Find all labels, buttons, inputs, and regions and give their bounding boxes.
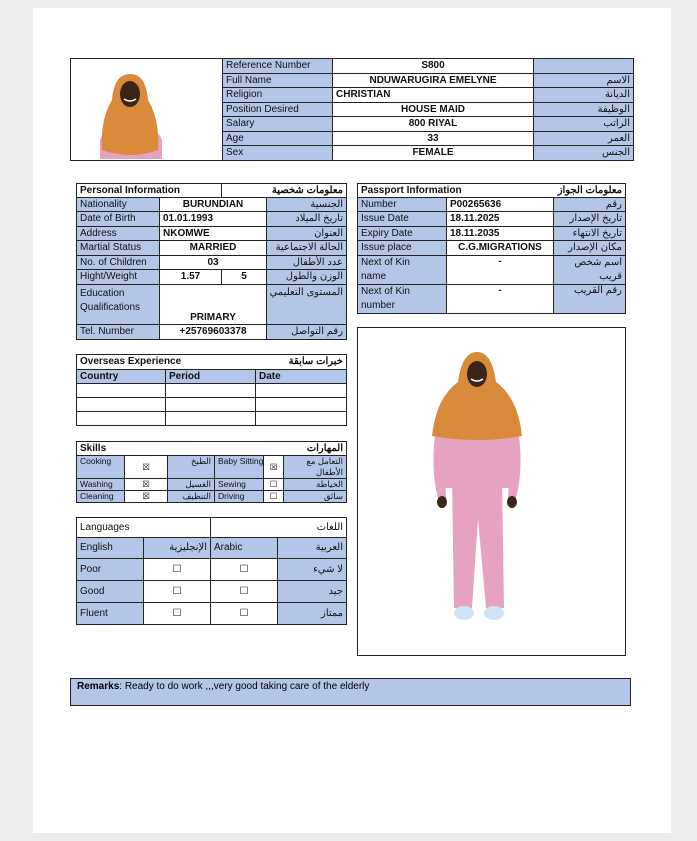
children-ar: عدد الأطفال bbox=[267, 256, 347, 270]
table-cell bbox=[166, 412, 256, 426]
age-ar: العمر bbox=[534, 132, 634, 146]
arabic-label: Arabic bbox=[211, 538, 278, 559]
marital-value: MARRIED bbox=[160, 241, 267, 256]
tel-label: Tel. Number bbox=[77, 325, 160, 340]
position-label: Position Desired bbox=[223, 103, 333, 117]
kin-name-ar-line2: قريب bbox=[599, 271, 622, 282]
languages-table bbox=[76, 517, 347, 625]
kin-name-ar bbox=[554, 256, 626, 285]
salary-ar: الراتب bbox=[534, 117, 634, 132]
expiry-date-value: 18.11.2035 bbox=[447, 227, 554, 241]
address-label: Address bbox=[77, 227, 160, 241]
ref-value: S800 bbox=[333, 59, 534, 74]
table-cell bbox=[166, 398, 256, 412]
age-value: 33 bbox=[333, 132, 534, 146]
height-value: 1.57 bbox=[160, 270, 222, 285]
level-fluent-arabic-check[interactable]: ☐ bbox=[211, 603, 278, 625]
dob-label: Date of Birth bbox=[77, 212, 160, 227]
passport-number-value: P00265636 bbox=[447, 198, 554, 212]
marital-label: Martial Status bbox=[77, 241, 160, 256]
dob-value: 01.01.1993 bbox=[160, 212, 267, 227]
dob-ar: تاريخ الميلاد bbox=[267, 212, 347, 227]
address-value: NKOMWE bbox=[160, 227, 267, 241]
table-cell bbox=[256, 384, 347, 398]
profile-photo-full bbox=[357, 327, 626, 656]
table-cell bbox=[256, 398, 347, 412]
fullname-label: Full Name bbox=[223, 74, 333, 88]
personal-title-ar: معلومات شخصية bbox=[222, 184, 347, 198]
table-cell bbox=[77, 398, 166, 412]
overseas-title: Overseas Experience bbox=[77, 355, 256, 370]
sex-value: FEMALE bbox=[333, 146, 534, 161]
passport-title: Passport Information bbox=[358, 184, 447, 198]
overseas-title-ar: خبرات سابقة bbox=[256, 355, 347, 370]
level-fluent-label: Fluent bbox=[77, 603, 144, 625]
level-poor-ar: لا شيء bbox=[278, 559, 347, 581]
kin-number-label-line1: Next of Kin bbox=[361, 286, 410, 297]
level-good-arabic-check[interactable]: ☐ bbox=[211, 581, 278, 603]
religion-label: Religion bbox=[223, 88, 333, 103]
kin-name-label-line1: Next of Kin bbox=[361, 257, 410, 268]
table-cell bbox=[77, 412, 166, 426]
passport-title-ar: معلومات الجواز bbox=[447, 184, 626, 198]
col-date: Date bbox=[256, 370, 347, 384]
english-label: English bbox=[77, 538, 144, 559]
skill-cleaning-ar: التنظيف bbox=[168, 491, 215, 503]
skill-cooking-label: Cooking bbox=[77, 456, 125, 479]
level-poor-english-check[interactable]: ☐ bbox=[144, 559, 211, 581]
passport-number-label: Number bbox=[358, 198, 447, 212]
hw-label: Hight/Weight bbox=[77, 270, 160, 285]
header-table bbox=[70, 58, 634, 161]
skill-washing-label: Washing bbox=[77, 479, 125, 491]
education-label bbox=[77, 285, 160, 325]
kin-name-label bbox=[358, 256, 447, 285]
fullname-value: NDUWARUGIRA EMELYNE bbox=[333, 74, 534, 88]
skill-sewing-label: Sewing bbox=[215, 479, 264, 491]
level-fluent-english-check[interactable]: ☐ bbox=[144, 603, 211, 625]
nationality-value: BURUNDIAN bbox=[160, 198, 267, 212]
skill-cooking-check[interactable]: ☒ bbox=[125, 456, 168, 479]
children-label: No. of Children bbox=[77, 256, 160, 270]
ref-ar bbox=[534, 59, 634, 74]
salary-value: 800 RIYAL bbox=[333, 117, 534, 132]
skill-driving-label: Driving bbox=[215, 491, 264, 503]
col-country: Country bbox=[77, 370, 166, 384]
level-poor-label: Poor bbox=[77, 559, 144, 581]
table-cell bbox=[77, 384, 166, 398]
education-value: PRIMARY bbox=[160, 285, 267, 325]
issue-date-value: 18.11.2025 bbox=[447, 212, 554, 227]
kin-number-value: - bbox=[447, 285, 554, 314]
table-cell bbox=[256, 412, 347, 426]
children-value: 03 bbox=[160, 256, 267, 270]
hw-ar: الوزن والطول bbox=[267, 270, 347, 285]
religion-ar: الديانة bbox=[534, 88, 634, 103]
overseas-table bbox=[76, 354, 347, 426]
expiry-date-ar: تاريخ الانتهاء bbox=[554, 227, 626, 241]
issue-date-label: Issue Date bbox=[358, 212, 447, 227]
marital-ar: الحالة الاجتماعية bbox=[267, 241, 347, 256]
tel-ar: رقم التواصل bbox=[267, 325, 347, 340]
english-ar: الإنجليزية bbox=[144, 538, 211, 559]
level-good-english-check[interactable]: ☐ bbox=[144, 581, 211, 603]
sex-label: Sex bbox=[223, 146, 333, 161]
ref-label: Reference Number bbox=[223, 59, 333, 74]
skills-table bbox=[76, 441, 347, 503]
remarks-box bbox=[70, 678, 631, 706]
issue-date-ar: تاريخ الإصدار bbox=[554, 212, 626, 227]
languages-title: Languages bbox=[77, 518, 211, 538]
kin-number-ar: رقم القريب bbox=[554, 285, 626, 314]
personal-info-table bbox=[76, 183, 347, 340]
remarks-text: : Ready to do work ,,,very good taking care of the elderly bbox=[119, 681, 370, 692]
col-period: Period bbox=[166, 370, 256, 384]
position-value: HOUSE MAID bbox=[333, 103, 534, 117]
skill-cleaning-check[interactable]: ☒ bbox=[125, 491, 168, 503]
education-label-line1: Education bbox=[80, 288, 125, 299]
kin-name-ar-line1: اسم شخص bbox=[574, 257, 622, 268]
skill-babysitting-ar bbox=[284, 456, 347, 479]
skill-babysitting-ar-line1: التعامل مع bbox=[306, 456, 344, 466]
nationality-ar: الجنسية bbox=[267, 198, 347, 212]
skill-driving-check[interactable]: ☐ bbox=[264, 491, 284, 503]
education-ar: المستوى التعليمي bbox=[267, 285, 347, 325]
nationality-label: Nationality bbox=[77, 198, 160, 212]
age-label: Age bbox=[223, 132, 333, 146]
level-good-ar: جيد bbox=[278, 581, 347, 603]
passport-number-ar: رقم bbox=[554, 198, 626, 212]
kin-number-label bbox=[358, 285, 447, 314]
skill-babysitting-ar-line2: الأطفال bbox=[315, 467, 344, 477]
languages-title-ar: اللغات bbox=[211, 518, 347, 538]
personal-title: Personal Information bbox=[77, 184, 222, 198]
religion-value: CHRISTIAN bbox=[333, 88, 534, 103]
level-fluent-ar: ممتاز bbox=[278, 603, 347, 625]
level-good-label: Good bbox=[77, 581, 144, 603]
sex-ar: الجنس bbox=[534, 146, 634, 161]
kin-name-label-line2: name bbox=[361, 271, 387, 282]
remarks-label: Remarks bbox=[77, 681, 120, 692]
tel-value: +25769603378 bbox=[160, 325, 267, 340]
fullname-ar: الاسم bbox=[534, 74, 634, 88]
passport-info-table bbox=[357, 183, 626, 314]
address-ar: العنوان bbox=[267, 227, 347, 241]
skills-title-ar: المهارات bbox=[215, 442, 347, 456]
weight-value: 5 bbox=[222, 270, 267, 285]
salary-label: Salary bbox=[223, 117, 333, 132]
education-label-line2: Qualifications bbox=[80, 302, 141, 313]
position-ar: الوظيفة bbox=[534, 103, 634, 117]
skill-cooking-ar: الطبخ bbox=[168, 456, 215, 479]
arabic-ar: العربية bbox=[278, 538, 347, 559]
skill-sewing-ar: الخياطة bbox=[284, 479, 347, 491]
skill-babysitting-check[interactable]: ☒ bbox=[264, 456, 284, 479]
issue-place-label: Issue place bbox=[358, 241, 447, 256]
skill-driving-ar: سائق bbox=[284, 491, 347, 503]
skill-washing-ar: الغسيل bbox=[168, 479, 215, 491]
level-poor-arabic-check[interactable]: ☐ bbox=[211, 559, 278, 581]
expiry-date-label: Expiry Date bbox=[358, 227, 447, 241]
kin-number-label-line2: number bbox=[361, 300, 395, 311]
kin-name-value: - bbox=[447, 256, 554, 285]
skill-sewing-check[interactable]: ☐ bbox=[264, 479, 284, 491]
issue-place-value: C.G.MIGRATIONS bbox=[447, 241, 554, 256]
skill-washing-check[interactable]: ☒ bbox=[125, 479, 168, 491]
skill-babysitting-label: Baby Sitting bbox=[215, 456, 264, 479]
issue-place-ar: مكان الإصدار bbox=[554, 241, 626, 256]
skill-cleaning-label: Cleaning bbox=[77, 491, 125, 503]
skills-title: Skills bbox=[77, 442, 215, 456]
table-cell bbox=[166, 384, 256, 398]
